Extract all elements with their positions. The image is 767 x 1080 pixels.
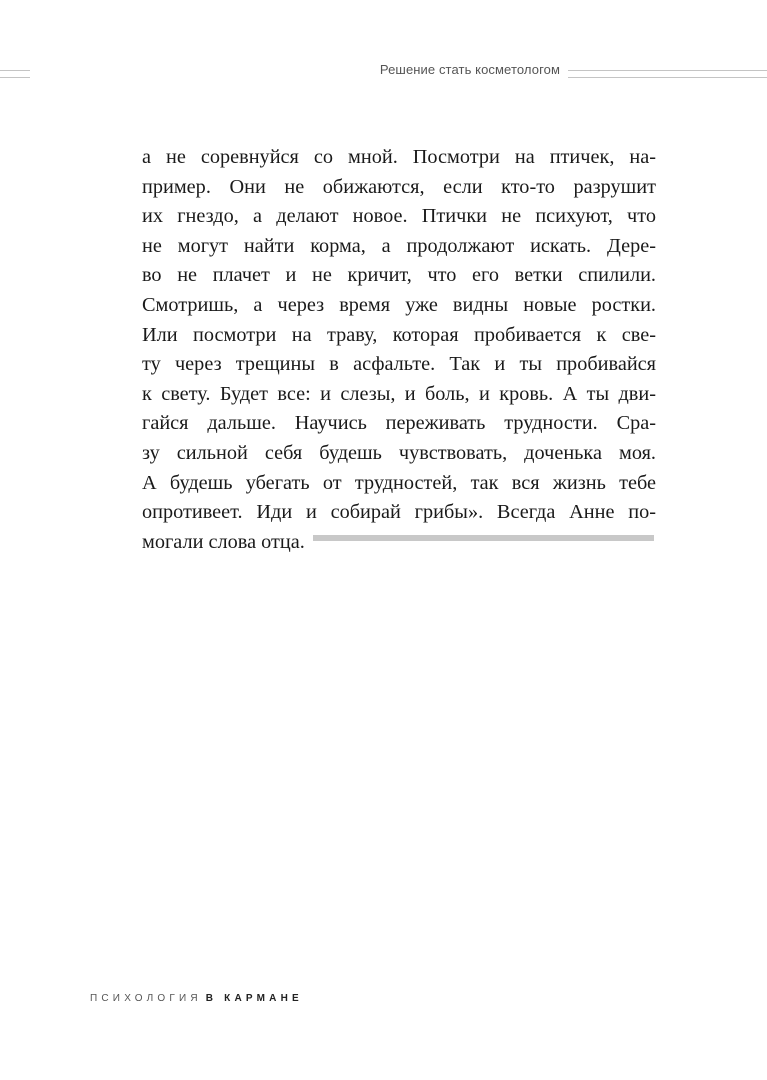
header-rule-left	[0, 70, 30, 78]
footer-series-suffix: В КАРМАНЕ	[205, 993, 303, 1004]
text-line: А будешь убегать от трудностей, так вся жизнь тебе	[142, 471, 656, 494]
header-rule-right	[568, 70, 767, 78]
text-line: а не соревнуйся со мной. Посмотри на птичек, на-	[142, 146, 656, 168]
text-line: пример. Они не обижаются, если кто-то разрушит	[142, 175, 656, 198]
body-paragraph	[142, 143, 656, 557]
running-header-title: Решение стать косметологом	[379, 62, 560, 77]
text-line: во не плачет и не кричит, что его ветки спилили.	[142, 264, 656, 287]
text-line: гайся дальше. Научись переживать трудности. Сра-	[142, 412, 656, 435]
section-end-bar	[313, 535, 654, 541]
text-line: зу сильной себя будешь чувствовать, доченька моя.	[142, 441, 656, 464]
text-line: к свету. Будет все: и слезы, и боль, и кровь. А ты дви-	[142, 382, 656, 405]
text-line: их гнездо, а делают новое. Птички не психуют, что	[142, 205, 656, 228]
footer-series-title	[90, 993, 303, 1004]
text-line-last: могали слова отца.	[142, 530, 305, 553]
text-line: ту через трещины в асфальте. Так и ты пробивайся	[142, 353, 656, 376]
text-line: опротивеет. Иди и собирай грибы». Всегда Анне по-	[142, 501, 656, 524]
text-line: Смотришь, а через время уже видны новые ростки.	[142, 293, 656, 316]
footer-series-prefix: ПСИХОЛОГИЯ	[90, 993, 202, 1004]
text-line: Или посмотри на траву, которая пробивается к све-	[142, 323, 656, 346]
text-line: не могут найти корма, а продолжают искать. Дере-	[142, 234, 656, 257]
